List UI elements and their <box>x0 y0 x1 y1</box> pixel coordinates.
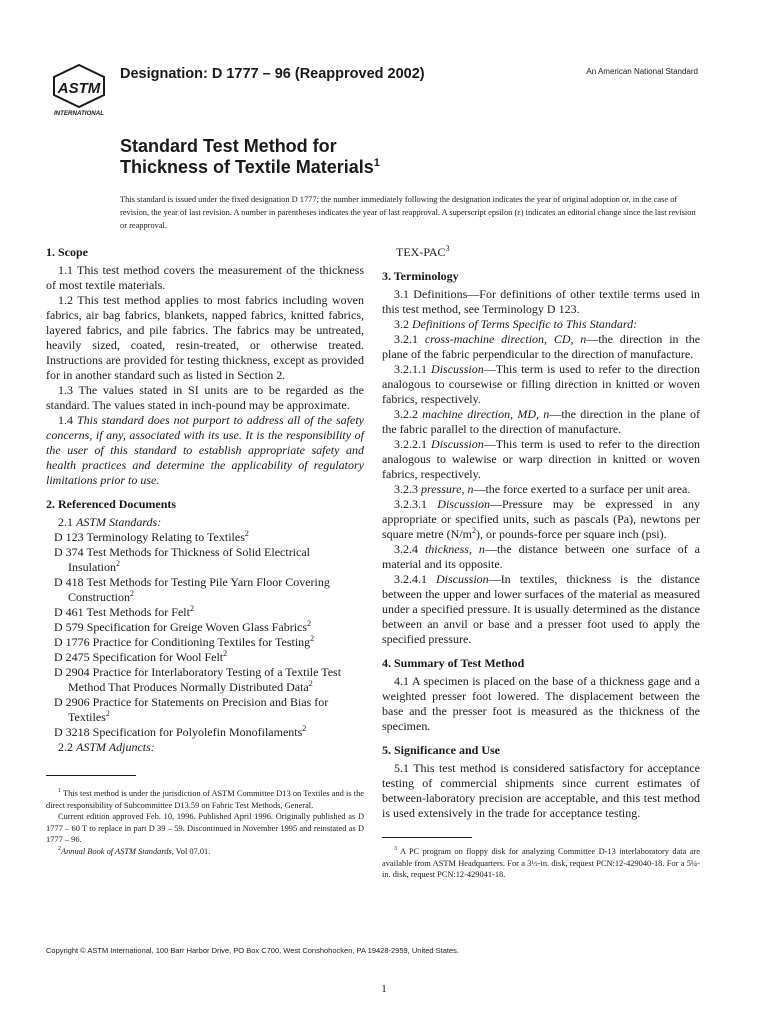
svg-text:ASTM: ASTM <box>57 80 101 97</box>
reference-item: D 3218 Specification for Polyolefin Monofilaments$^2$ <box>54 724 307 739</box>
scope-1-2: 1.2 This test method applies to most fabrics including woven fabrics, air bag fabrics, blankets, napped fabrics, knitted fabrics, layered fabrics, and pile fabrics. The fabrics may be untreated, heavily sized, coated, resin-treated, or otherwise treated. Instructions are provided for testing thickness, except as provided for in another standard such as listed in Section 2. <box>46 293 364 382</box>
section-terminology-heading: 3. Terminology <box>382 269 459 283</box>
footnote-2: $^2$Annual Book of ASTM Standards, Vol 07.01. <box>58 845 211 856</box>
page-number: 1 <box>381 983 387 995</box>
tex-pac-adjunct: TEX-PAC$^3$ <box>396 244 450 259</box>
footnote-separator <box>382 837 472 838</box>
document-title <box>120 136 380 178</box>
terminology-3-2-1-1: 3.2.1.1 Discussion—This term is used to refer to the direction analogous to coursewise or filling direction in knitted or woven fabrics, respectively. <box>382 362 700 406</box>
scope-1-4: 1.4 This standard does not purport to address all of the safety concerns, if any, associated with its use. It is the responsibility of the user of this standard to establish appropriate safety and health practices and determine the applicability of regulatory limitations prior to use. <box>46 413 365 487</box>
reference-item: D 579 Specification for Greige Woven Glass Fabrics$^2$ <box>54 619 312 634</box>
reference-item: D 461 Test Methods for Felt$^2$ <box>54 604 194 619</box>
reference-item: D 123 Terminology Relating to Textiles$^2$ <box>54 529 249 544</box>
section-scope-heading: 1. Scope <box>46 245 88 259</box>
reference-item: D 374 Test Methods for Thickness of Solid Electrical Insulation$^2$ <box>54 545 311 574</box>
title-line-2: Thickness of Textile Materials <box>120 157 374 177</box>
reference-item: D 2475 Specification for Wool Felt$^2$ <box>54 649 228 664</box>
footnote-separator <box>46 775 136 776</box>
left-column <box>46 245 364 857</box>
title-line-1: Standard Test Method for <box>120 136 337 156</box>
footnote-1-continued: Current edition approved Feb. 10, 1996. Published April 1996. Originally published as D 1777 – 60 T to replace in part D 39 – 59. Discontinued in November 1995 and reinstated as D 1777 – 96. <box>46 812 364 844</box>
scope-1-3: 1.3 The values stated in SI units are to be regarded as the standard. The values stated in inch-pound may be approximate. <box>46 383 364 412</box>
significance-5-1: 5.1 This test method is considered satisfactory for acceptance testing of commercial shipments since current estimates of between-laboratory precision are acceptable, and this test method is used extensively in the trade for acceptance testing. <box>382 761 700 820</box>
terminology-3-2-2: 3.2.2 machine direction, MD, n—the direction in the plane of the fabric parallel to the direction of manufacture. <box>382 407 700 436</box>
astm-adjuncts-subheading: 2.2 ASTM Adjuncts: <box>58 740 155 754</box>
footnote-1: $^1$ This test method is under the jurisdiction of ASTM Committee D13 on Textiles and is the direct responsibility of Subcommittee D13.59 on Fabric Test Methods, General. <box>46 788 364 810</box>
summary-4-1: 4.1 A specimen is placed on the base of a thickness gage and a weighted presser foot lowered. The displacement between the base and the presser foot is measured as the thickness of the specimen. <box>382 674 700 733</box>
title-footnote-ref: 1 <box>373 157 380 169</box>
footnotes-right <box>382 846 700 881</box>
reference-item: D 2904 Practice for Interlaboratory Testing of a Textile Test Method That Produces Normally Distributed Data$^2$ <box>54 665 342 694</box>
terminology-3-1: 3.1 Definitions—For definitions of other textile terms used in this test method, see Terminology D 123. <box>382 287 700 316</box>
designation: Designation: D 1777 – 96 (Reapproved 2002) <box>120 66 425 82</box>
reference-item: D 418 Test Methods for Testing Pile Yarn Floor Covering Construction$^2$ <box>54 575 330 604</box>
terminology-3-2-3: 3.2.3 pressure, n—the force exerted to a surface per unit area. <box>394 482 691 496</box>
reference-item: D 1776 Practice for Conditioning Textiles for Testing$^2$ <box>54 634 315 649</box>
scope-1-1: 1.1 This test method covers the measurement of the thickness of most textile materials. <box>46 263 364 292</box>
section-summary-heading: 4. Summary of Test Method <box>382 656 525 670</box>
reference-item: D 2906 Practice for Statements on Precision and Bias for Textiles$^2$ <box>54 695 329 724</box>
terminology-3-2: 3.2 Definitions of Terms Specific to This Standard: <box>394 317 638 331</box>
reference-list <box>46 530 364 740</box>
american-national-standard-label: An American National Standard <box>586 67 698 76</box>
section-referenced-documents-heading: 2. Referenced Documents <box>46 497 177 511</box>
svg-text:INTERNATIONAL: INTERNATIONAL <box>53 110 105 117</box>
terminology-3-2-3-1: 3.2.3.1 Discussion—Pressure may be expressed in any appropriate or specified units, such as pascals (Pa), newtons per square metre $(N/m^2)$, or pounds-force per square inch (psi). <box>382 497 701 541</box>
terminology-3-2-4: 3.2.4 thickness, n—the distance between one surface of a material and its opposite. <box>382 542 700 571</box>
terminology-3-2-2-1: 3.2.2.1 Discussion—This term is used to refer to the direction analogous to walewise or warp direction in knitted or woven fabrics, respectively. <box>382 437 700 481</box>
astm-logo <box>46 63 112 117</box>
astm-standards-subheading: 2.1 ASTM Standards: <box>58 515 162 529</box>
issuance-notice: This standard is issued under the fixed designation D 1777; the number immediately following the designation indicates the year of original adoption or, in the case of revision, the year of last revision. A number in parentheses indicates the year of last reapproval. A superscript epsilon (ε) indicates an editorial change since the last revision or reapproval. <box>120 195 696 230</box>
right-column <box>382 245 700 881</box>
footnotes-left <box>46 788 364 857</box>
footnote-3: $^3$ A PC program on floppy disk for analyzing Committee D-13 interlaboratory data are available from ASTM Headquarters. For a 3½-in. disk, request PCN:12-429040-18. For a 5¼-in. disk, request PCN:12-429041-18. <box>382 846 700 879</box>
terminology-3-2-4-1: 3.2.4.1 Discussion—In textiles, thickness is the distance between the upper and lower surfaces of the material as measured under a specified pressure. It is usually determined as the distance between an anvil or base and a presser foot used to apply the specified pressure. <box>382 572 701 646</box>
terminology-3-2-1: 3.2.1 cross-machine direction, CD, n—the direction in the plane of the fabric perpendicular to the direction of manufacture. <box>382 332 701 361</box>
section-significance-heading: 5. Significance and Use <box>382 743 501 757</box>
copyright-notice: Copyright © ASTM International, 100 Barr Harbor Drive, PO Box C700, West Conshohocken, PA 19428-2959, United States. <box>46 946 459 955</box>
